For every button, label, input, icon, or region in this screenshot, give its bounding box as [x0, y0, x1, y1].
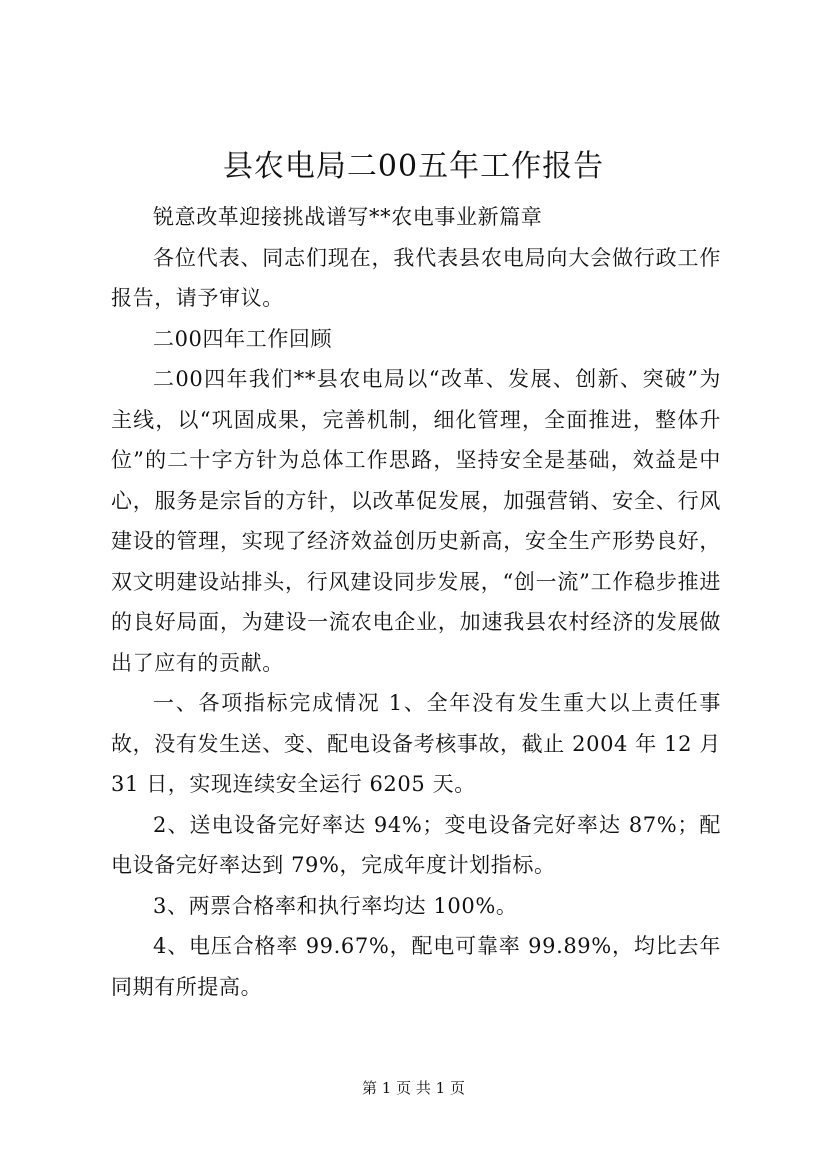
opening-paragraph: 各位代表、同志们现在，我代表县农电局向大会做行政工作报告，请予审议。	[111, 245, 721, 310]
subtitle-paragraph: 锐意改革迎接挑战谱写**农电事业新篇章	[153, 205, 543, 229]
summary-paragraph: 二00四年我们**县农电局以“改革、发展、创新、突破”为主线，以“巩固成果，完善机制，细化管理，全面推进，整体升位”的二十字方针为总体工作思路，坚持安全是基础，效益是中心，服务是宗旨的方针，以改革促发展，加强营销、安全、行风建设的管理，实现了经济效益创历史新高，安全生产形势良好，双文明建设站排头，行风建设同步发展，“创一流”工作稳步推进的良好局面，为建设一流农电企业，加速我县农村经济的发展做出了应有的贡献。	[111, 367, 721, 675]
section-heading-2004-review: 二00四年工作回顾	[153, 326, 333, 351]
page-footer: 第 1 页 共 1 页	[362, 1079, 465, 1097]
document-title: 县农电局二00五年工作报告	[222, 149, 605, 184]
indicator-paragraph-2: 2、送电设备完好率达 94%；变电设备完好率达 87%；配电设备完好率达到 79%，完成年度计划指标。	[111, 812, 721, 877]
indicator-paragraph-1: 一、各项指标完成情况 1、全年没有发生重大以上责任事故，没有发生送、变、配电设备考核事故，截止 2004 年 12 月 31 日，实现连续安全运行 6205 天。	[111, 691, 721, 796]
document-body	[111, 197, 721, 1007]
indicator-paragraph-3: 3、两票合格率和执行率均达 100%。	[153, 893, 518, 918]
indicator-paragraph-4: 4、电压合格率 99.67%，配电可靠率 99.89%，均比去年同期有所提高。	[111, 934, 721, 999]
